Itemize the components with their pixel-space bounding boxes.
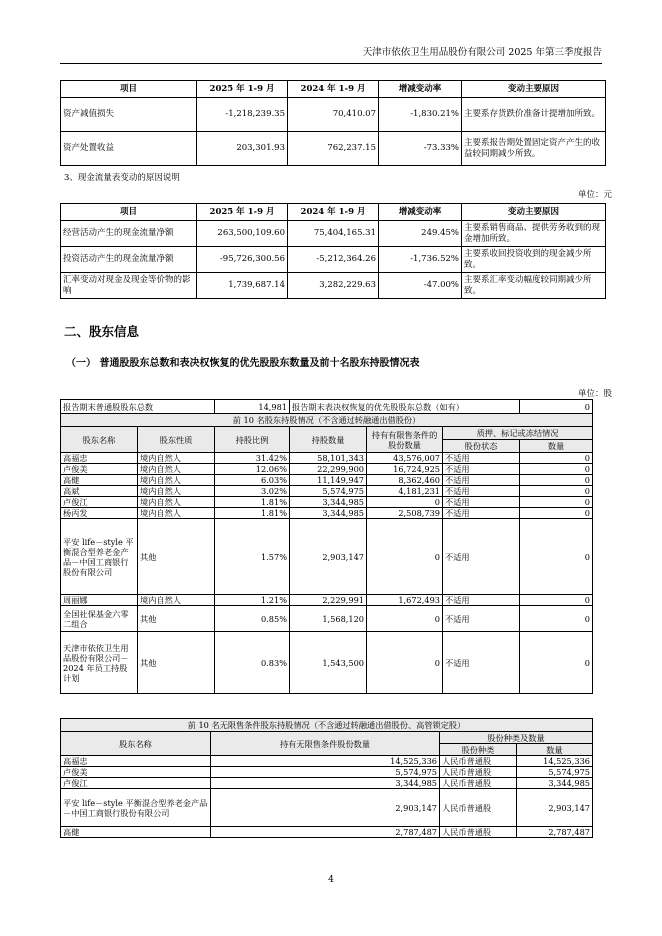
cell: 14,525,336 [517,756,593,767]
table-row [61,595,593,606]
top10-shareholders-table [60,399,593,694]
pref-holders-value: 0 [520,400,593,414]
col-header: 数量 [517,744,593,756]
cell: 0 [367,519,443,595]
cell: 平安 life－style 平衡混合型养老金产品－中国工商银行股份有限公司 [61,519,138,595]
col-header: 持有无限售条件股份数量 [211,732,440,756]
cell: -1,830.21% [379,98,462,132]
cell: 资产减值损失 [61,98,197,132]
asset-change-table [60,80,606,166]
col-header: 变动主要原因 [462,204,606,221]
unit-label: 单位：股 [577,389,612,399]
cell: 0 [367,632,443,694]
cell: 3,344,985 [517,778,593,789]
col-header: 股份状态 [443,440,520,453]
cell: 不适用 [443,486,520,497]
cell: 2,787,487 [211,827,440,838]
cell: 31.42% [215,453,290,464]
cell: 3,344,985 [211,778,440,789]
cashflow-change-table [60,203,606,299]
cell: 1,672,493 [367,595,443,606]
cell: 1,543,500 [290,632,367,694]
cell: 2,903,147 [211,789,440,827]
table-row [61,767,593,778]
cell: 高健 [61,475,138,486]
cell: 境内自然人 [138,508,215,519]
cell: -47.00% [379,273,462,299]
cell: 0 [520,475,593,486]
page-number: 4 [328,875,334,885]
col-header: 项目 [61,204,197,221]
cell: 6.03% [215,475,290,486]
summary-row [61,400,593,414]
cell: 762,237.15 [288,132,379,166]
table-row [61,247,606,273]
cell: 43,576,007 [367,453,443,464]
cell: 4,181,231 [367,486,443,497]
top10-title: 前 10 名股东持股情况（不含通过转融通出借股份） [61,414,593,427]
cell: 0 [367,497,443,508]
table-row [61,453,593,464]
total-holders-value: 14,981 [215,400,290,414]
cell: 人民币普通股 [440,778,517,789]
group-header-row [61,719,593,732]
col-header: 质押、标记或冻结情况 [443,427,593,440]
col-header: 2025 年 1-9 月 [197,204,288,221]
col-header: 持股比例 [215,427,290,453]
cell: 不适用 [443,453,520,464]
table-row [61,606,593,632]
unit-label: 单位：元 [577,190,612,200]
cell: 2,229,991 [290,595,367,606]
cell: 主要系存货跌价准备计提增加所致。 [462,98,606,132]
unrestricted-title: 前 10 名无限售条件股东持股情况（不含通过转融通出借股份、高管锁定股） [61,719,593,732]
col-header: 股东名称 [61,427,138,453]
table-row [61,632,593,694]
table-row [61,756,593,767]
cell: 卢俊美 [61,464,138,475]
cell: 1.57% [215,519,290,595]
col-header: 增减变动率 [379,81,462,98]
pref-holders-label: 报告期末表决权恢复的优先股股东总数（如有） [290,400,520,414]
cell: 人民币普通股 [440,756,517,767]
col-header: 股东性质 [138,427,215,453]
table-row [61,508,593,519]
group-header-row [61,414,593,427]
cell: 不适用 [443,632,520,694]
unrestricted-shareholders-table [60,718,593,838]
cell: -1,736.52% [379,247,462,273]
cell: 人民币普通股 [440,827,517,838]
col-header: 股东名称 [61,732,211,756]
col-header: 增减变动率 [379,204,462,221]
cell: 22,299,900 [290,464,367,475]
cell: 其他 [138,519,215,595]
cell: 高福忠 [61,453,138,464]
cell: 3,344,985 [290,497,367,508]
cell: 杨丙发 [61,508,138,519]
table-row [61,827,593,838]
cell: 境内自然人 [138,497,215,508]
cell: 不适用 [443,595,520,606]
cell: 0 [520,497,593,508]
cell: 高健 [61,827,211,838]
cell: 周丽娜 [61,595,138,606]
table-row [61,464,593,475]
cell: 天津市依依卫生用品股份有限公司－2024 年员工持股计划 [61,632,138,694]
cell: 0 [520,606,593,632]
cell: 高福忠 [61,756,211,767]
cell: 2,903,147 [290,519,367,595]
cell: 2,903,147 [517,789,593,827]
cell: -1,218,239.35 [197,98,288,132]
cell: 主要系汇率变动幅度较同期减少所致。 [462,273,606,299]
cell: 1.81% [215,497,290,508]
table-row [61,497,593,508]
cell: 203,301.93 [197,132,288,166]
cell: 其他 [138,606,215,632]
cell: 人民币普通股 [440,767,517,778]
cell: 主要系报告期处置固定资产产生的收益较同期减少所致。 [462,132,606,166]
cell: 卢俊江 [61,497,138,508]
cashflow-note: 3、现金流量表变动的原因说明 [64,173,180,183]
cell: 8,362,460 [367,475,443,486]
cell: 不适用 [443,464,520,475]
table-row [61,273,606,299]
cell: 70,410.07 [288,98,379,132]
section-title: 二、股东信息 [64,324,140,339]
cell: 1.21% [215,595,290,606]
cell: 其他 [138,632,215,694]
cell: 0 [520,486,593,497]
cell: 境内自然人 [138,464,215,475]
table-row [61,98,606,132]
cell: 高斌 [61,486,138,497]
cell: 主要系销售商品、提供劳务收到的现金增加所致。 [462,221,606,247]
cell: 3.02% [215,486,290,497]
col-header: 2024 年 1-9 月 [288,81,379,98]
cell: 0 [520,464,593,475]
cell: 5,574,975 [211,767,440,778]
cell: 主要系收回投资收到的现金减少所致。 [462,247,606,273]
table-header-row [61,732,593,744]
table-row [61,475,593,486]
cell: 经营活动产生的现金流量净额 [61,221,197,247]
cell: 2,787,487 [517,827,593,838]
cell: 平安 life－style 平衡混合型养老金产品－中国工商银行股份有限公司 [61,789,211,827]
col-header: 数量 [520,440,593,453]
table-header-row [61,204,606,221]
cell: 卢俊江 [61,778,211,789]
cell: 全国社保基金六零二组合 [61,606,138,632]
col-header: 2024 年 1-9 月 [288,204,379,221]
cell: 0 [520,508,593,519]
cell: 16,724,925 [367,464,443,475]
subsection-title: （一） 普通股股东总数和表决权恢复的优先股股东数量及前十名股东持股情况表 [66,358,420,369]
col-header: 变动主要原因 [462,81,606,98]
table-header-row [61,81,606,98]
cell: 75,404,165.31 [288,221,379,247]
cell: 5,574,975 [290,486,367,497]
col-header: 持股数量 [290,427,367,453]
cell: 0 [520,453,593,464]
table-row [61,519,593,595]
table-header-row [61,427,593,440]
cell: -95,726,300.56 [197,247,288,273]
table-row [61,132,606,166]
cell: 人民币普通股 [440,789,517,827]
cell: 0 [367,606,443,632]
cell: 0 [520,519,593,595]
cell: 不适用 [443,606,520,632]
cell: 58,101,343 [290,453,367,464]
cell: 14,525,336 [211,756,440,767]
cell: 境内自然人 [138,595,215,606]
cell: 263,500,109.60 [197,221,288,247]
cell: 投资活动产生的现金流量净额 [61,247,197,273]
cell: 不适用 [443,508,520,519]
cell: 境内自然人 [138,453,215,464]
cell: 1,568,120 [290,606,367,632]
cell: 5,574,975 [517,767,593,778]
cell: 不适用 [443,519,520,595]
col-header: 股份种类及数量 [440,732,593,744]
col-header: 2025 年 1-9 月 [197,81,288,98]
cell: -73.33% [379,132,462,166]
cell: 资产处置收益 [61,132,197,166]
cell: 卢俊美 [61,767,211,778]
col-header: 持有有限售条件的股份数量 [367,427,443,453]
cell: 0 [520,632,593,694]
cell: 0.83% [215,632,290,694]
cell: 249.45% [379,221,462,247]
cell: 1.81% [215,508,290,519]
cell: 2,508,739 [367,508,443,519]
cell: 3,282,229.63 [288,273,379,299]
cell: 1,739,687.14 [197,273,288,299]
header-divider [60,63,602,64]
cell: 0 [520,595,593,606]
table-row [61,221,606,247]
total-holders-label: 报告期末普通股股东总数 [61,400,215,414]
table-row [61,778,593,789]
table-row [61,789,593,827]
cell: 境内自然人 [138,486,215,497]
cell: 汇率变动对现金及现金等价物的影响 [61,273,197,299]
col-header: 项目 [61,81,197,98]
cell: -5,212,364.26 [288,247,379,273]
report-header-title: 天津市依依卫生用品股份有限公司 2025 年第三季度报告 [362,47,602,58]
cell: 12.06% [215,464,290,475]
cell: 11,149,947 [290,475,367,486]
cell: 0.85% [215,606,290,632]
cell: 3,344,985 [290,508,367,519]
col-header: 股份种类 [440,744,517,756]
cell: 不适用 [443,497,520,508]
table-row [61,486,593,497]
cell: 境内自然人 [138,475,215,486]
cell: 不适用 [443,475,520,486]
